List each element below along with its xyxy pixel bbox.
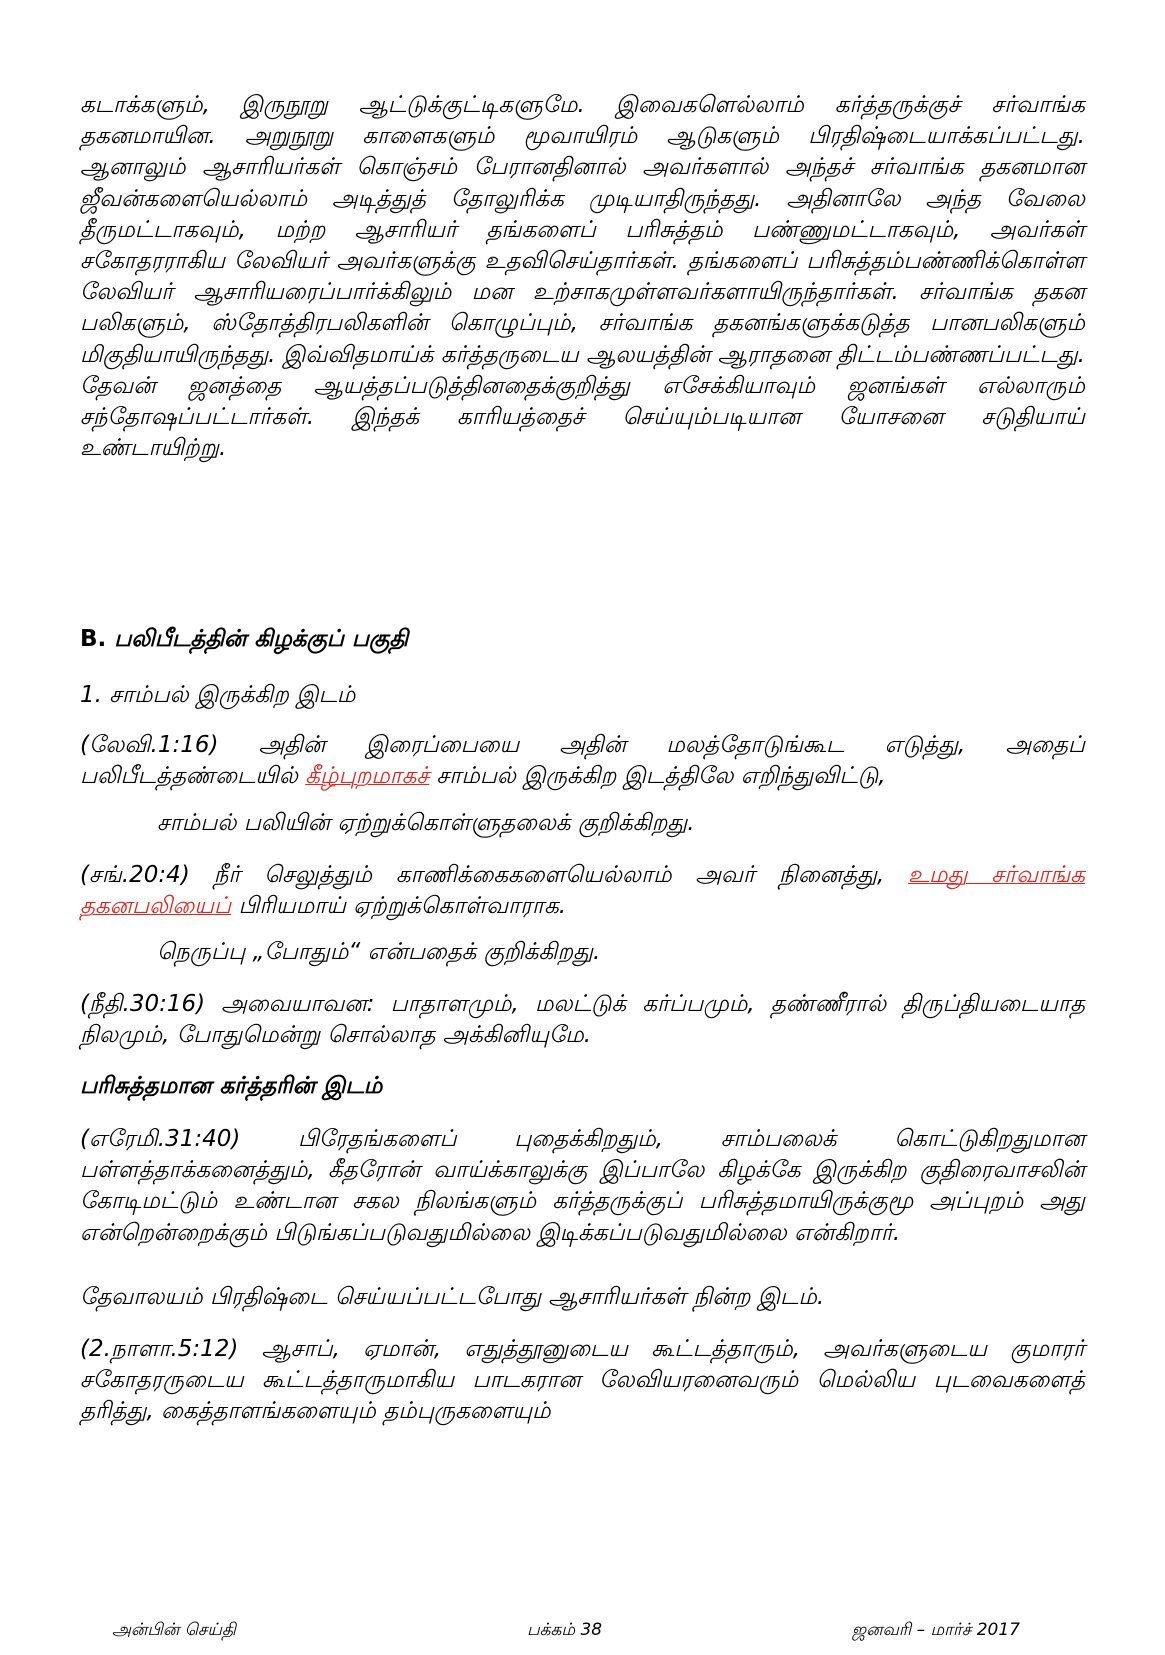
subheading-ash-place: 1. சாம்பல் இருக்கிற இடம்	[80, 682, 356, 708]
highlighted-text: உமது சர்வாங்க தகனபலியைப்	[80, 862, 1085, 920]
verse-proverbs: (நீதி.30:16) அவையாவன: பாதாளமும், மலட்டுக் கர்ப்பமும், தண்ணீரால் திருப்தியடையாத நிலமும், போதுமென்று சொல்லாத அக்கினியுமே.	[80, 991, 1085, 1049]
verse-leviticus: (லேவி.1:16) அதின் இரைப்பையை அதின் மலத்தோடுங்கூட எடுத்து, அதைப் பலிபீடத்தண்டையில் கீழ்புறமாகச் சாம்பல் இருக்கிற இடத்திலே எறிந்துவிட்டு,	[80, 732, 1085, 790]
note-fire-enough: நெருப்பு „போதும்“ என்பதைக் குறிக்கிறது.	[157, 939, 601, 965]
paragraph-chronicles-continued: கடாக்களும், இருநூறு ஆட்டுக்குட்டிகளுமே. இவைகளெல்லாம் கர்த்தருக்குச் சர்வாங்க தகனமாயின. அறுநூறு காளைகளும் மூவாயிரம் ஆடுகளும் பிரதிஷ்டையாக்கப்பட்டது. ஆனாலும் ஆசாரியர்கள் கொஞ்சம் பேரானதினால் அவர்களால் அந்தச் சர்வாங்க தகனமான ஜீவன்களையெல்லாம் அடித்துத் தோலுரிக்க முடியாதிருந்தது. அதினாலே அந்த வேலை தீருமட்டாகவும், மற்ற ஆசாரியர் தங்களைப் பரிசுத்தம் பண்ணுமட்டாகவும், அவர்கள் சகோதரராகிய லேவியர் அவர்களுக்கு உதவிசெய்தார்கள். தங்களைப் பரிசுத்தம்பண்ணிக்கொள்ள லேவியர் ஆசாரியரைப்பார்க்கிலும் மன உற்சாகமுள்ளவர்களாயிருந்தார்கள். சர்வாங்க தகன பலிகளும், ஸ்தோத்திரபலிகளின் கொழுப்பும், சர்வாங்க தகனங்களுக்கடுத்த பானபலிகளும் மிகுதியாயிருந்தது. இவ்விதமாய்க் கர்த்தருடைய ஆலயத்தின் ஆராதனை திட்டம்பண்ணப்பட்டது. தேவன் ஜனத்தை ஆயத்தப்படுத்தினதைக்குறித்து எசேக்கியாவும் ஜனங்கள் எல்லாரும் சந்தோஷப்பட்டார்கள். இந்தக் காரியத்தைச் செய்யும்படியான யோசனை சடுதியாய் உண்டாயிற்று.	[80, 92, 1085, 462]
verse-chronicles: (2.நாளா.5:12) ஆசாப், ஏமான், எதுத்தூனுடைய கூட்டத்தாரும், அவர்களுடைய குமாரர் சகோதரருடைய கூட்டத்தாருமாகிய பாடகரான லேவியரனைவரும் மெல்லிய புடவைகளைத் தரித்து, கைத்தாளங்களையும் தம்புருகளையும்	[80, 1336, 1085, 1425]
section-letter: B.	[80, 626, 107, 652]
verse-psalm: (சங்.20:4) நீர் செலுத்தும் காணிக்கைகளையெல்லாம் அவர் நினைத்து, உமது சர்வாங்க தகனபலியைப் பிரியமாய் ஏற்றுக்கொள்வாராக.	[80, 862, 1085, 920]
section-heading-b	[80, 626, 408, 655]
section-heading-holy-place: பரிசுத்தமான கர்த்தரின் இடம்	[80, 1073, 383, 1099]
verse-jeremiah: (எரேமி.31:40) பிரேதங்களைப் புதைக்கிறதும், சாம்பலைக் கொட்டுகிறதுமான பள்ளத்தாக்கனைத்தும், கீதரோன் வாய்க்காலுக்கு இப்பாலே கிழக்கே இருக்கிற குதிரைவாசலின் கோடிமட்டும் உண்டான சகல நிலங்களும் கர்த்தருக்குப் பரிசுத்தமாயிருக்குமூ அப்புறம் அது என்றென்றைக்கும் பிடுங்கப்படுவதுமில்லை இடிக்கப்படுவதுமில்லை என்கிறார்.	[80, 1126, 1085, 1246]
temple-dedication-line: தேவாலயம் பிரதிஷ்டை செய்யப்பட்டபோது ஆசாரியர்கள் நின்ற இடம்.	[80, 1284, 825, 1310]
footer-page-number: பக்கம் 38	[527, 1620, 603, 1640]
highlighted-text: கீழ்புறமாகச்	[305, 763, 430, 790]
note-ash-acceptance: சாம்பல் பலியின் ஏற்றுக்கொள்ளுதலைக் குறிக்கிறது.	[157, 810, 695, 836]
section-title: பலிபீடத்தின் கிழக்குப் பகுதி	[114, 626, 409, 652]
footer-issue-date: ஜனவரி – மார்ச் 2017	[852, 1620, 1020, 1640]
footer-magazine-title: அன்பின் செய்தி	[112, 1620, 236, 1640]
